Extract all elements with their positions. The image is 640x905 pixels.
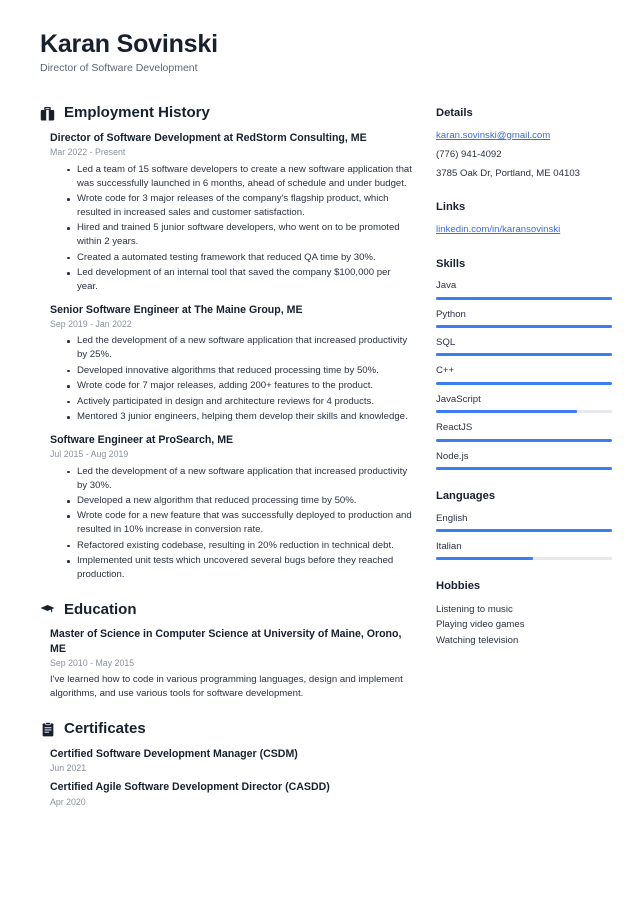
skill-bar-fill: [436, 467, 612, 470]
job-bullets: [50, 163, 414, 294]
list-item: Hired and trained 5 junior software developers, who went on to be promoted within 2 years.: [67, 221, 414, 249]
language-label: Italian: [436, 540, 462, 552]
section-education: [40, 602, 414, 701]
list-item: Mentored 3 junior engineers, helping them develop their skills and knowledge.: [67, 410, 414, 424]
hobby-item: Listening to music: [436, 603, 513, 615]
skill-item: [436, 393, 612, 413]
certificate-entry: [40, 780, 414, 808]
list-item: Wrote code for a new feature that was successfully deployed to production and resulted in 10% increase in conversion rate.: [67, 509, 414, 537]
skill-bar-fill: [436, 382, 612, 385]
employment-heading: [40, 105, 414, 122]
language-bar-track: [436, 557, 612, 560]
job-bullets: [50, 465, 414, 582]
skill-label: C++: [436, 365, 455, 377]
degree-date: Sep 2010 - May 2015: [50, 657, 135, 668]
sidebar-languages: [436, 490, 612, 560]
skill-item: [436, 279, 612, 299]
list-item: Created a automated testing framework that reduced QA time by 30%.: [67, 251, 414, 265]
education-title: Education: [64, 600, 137, 618]
list-item: Led development of an internal tool that saved the company $100,000 per year.: [67, 266, 414, 294]
education-entry: [40, 627, 414, 701]
skills-title: Skills: [436, 257, 466, 270]
skill-item: [436, 450, 612, 470]
job-date: Jul 2015 - Aug 2019: [50, 449, 129, 460]
certificate-title: Certified Software Development Manager (CSDM): [50, 747, 298, 760]
skill-bar-track: [436, 439, 612, 442]
skill-bar-track: [436, 297, 612, 300]
certificate-date: Apr 2020: [50, 796, 86, 807]
phone-text: (776) 941-4092: [436, 148, 502, 160]
job-title: Senior Software Engineer at The Maine Group, ME: [50, 303, 303, 316]
list-item: Actively participated in design and architecture reviews for 4 products.: [67, 395, 414, 409]
job-bullets: [50, 334, 414, 423]
skill-item: [436, 336, 612, 356]
skill-bar-track: [436, 467, 612, 470]
education-heading: [40, 602, 414, 619]
certificate-icon: [40, 721, 55, 737]
skill-label: Node.js: [436, 450, 469, 462]
job-date: Sep 2019 - Jan 2022: [50, 319, 132, 330]
language-bar-fill: [436, 529, 612, 532]
address-text: 3785 Oak Dr, Portland, ME 04103: [436, 167, 580, 179]
skill-item: [436, 421, 612, 441]
language-label: English: [436, 512, 468, 524]
hobby-item: Watching television: [436, 634, 519, 646]
list-item: Led the development of a new software application that increased productivity by 30%.: [67, 465, 414, 493]
skill-item: [436, 308, 612, 328]
degree-title: Master of Science in Computer Science at University of Maine, Orono, ME: [50, 628, 402, 655]
certificate-date: Jun 2021: [50, 763, 87, 774]
certificate-title: Certified Agile Software Development Director (CASDD): [50, 781, 330, 794]
candidate-role: Director of Software Development: [40, 61, 198, 74]
links-title: Links: [436, 201, 466, 214]
graduation-cap-icon: [40, 602, 55, 618]
linkedin-link[interactable]: linkedin.com/in/karansovinski: [436, 223, 561, 235]
list-item: Wrote code for 3 major releases of the company's flagship product, which resulted in increased sales and customer satisfaction.: [67, 192, 414, 220]
sidebar-details: [436, 107, 612, 181]
sidebar-links: [436, 201, 612, 237]
language-bar-fill: [436, 557, 533, 560]
hobby-item: Playing video games: [436, 619, 525, 631]
skill-bar-fill: [436, 297, 612, 300]
skill-bar-fill: [436, 325, 612, 328]
skill-bar-fill: [436, 410, 577, 413]
hobbies-title: Hobbies: [436, 580, 481, 593]
employment-entry: [40, 433, 414, 582]
list-item: Wrote code for 7 major releases, adding 200+ features to the product.: [67, 379, 414, 393]
briefcase-icon: [40, 106, 55, 122]
skill-bar-fill: [436, 353, 612, 356]
skill-label: Java: [436, 280, 457, 292]
employment-entry: [40, 303, 414, 424]
skill-label: Python: [436, 308, 466, 320]
language-item: [436, 540, 612, 560]
sidebar-column: [436, 105, 612, 668]
job-date: Mar 2022 - Present: [50, 147, 126, 158]
resume-body: [40, 105, 612, 828]
skill-label: SQL: [436, 336, 456, 348]
skill-label: JavaScript: [436, 393, 481, 405]
list-item: Developed a new algorithm that reduced processing time by 50%.: [67, 494, 414, 508]
list-item: Developed innovative algorithms that reduced processing time by 50%.: [67, 364, 414, 378]
sidebar-skills: [436, 258, 612, 470]
skill-bar-track: [436, 353, 612, 356]
certificate-entry: [40, 747, 414, 775]
email-link[interactable]: karan.sovinski@gmail.com: [436, 129, 551, 141]
skill-bar-fill: [436, 439, 612, 442]
details-title: Details: [436, 107, 473, 120]
skill-bar-track: [436, 325, 612, 328]
language-item: [436, 512, 612, 532]
certificates-title: Certificates: [64, 720, 146, 738]
language-bar-track: [436, 529, 612, 532]
languages-title: Languages: [436, 490, 496, 503]
list-item: Refactored existing codebase, resulting in 20% reduction in technical debt.: [67, 539, 414, 553]
employment-entry: [40, 131, 414, 294]
skill-label: ReactJS: [436, 422, 473, 434]
section-employment-history: [40, 105, 414, 582]
job-title: Software Engineer at ProSearch, ME: [50, 433, 234, 446]
degree-description: I've learned how to code in various programming languages, design and implement algorithms, and use various tools for software development.: [50, 674, 403, 700]
resume-header: [40, 30, 612, 75]
candidate-name: Karan Sovinski: [40, 30, 218, 58]
list-item: Implemented unit tests which uncovered several bugs before they reached production.: [67, 554, 414, 582]
list-item: Led the development of a new software application that increased productivity by 25%.: [67, 334, 414, 362]
employment-title: Employment History: [64, 104, 210, 122]
main-column: [40, 105, 414, 828]
section-certificates: [40, 721, 414, 808]
skill-bar-track: [436, 410, 612, 413]
sidebar-hobbies: [436, 580, 612, 648]
skill-item: [436, 364, 612, 384]
certificates-heading: [40, 721, 414, 738]
job-title: Director of Software Development at RedStorm Consulting, ME: [50, 131, 367, 144]
skill-bar-track: [436, 382, 612, 385]
list-item: Led a team of 15 software developers to create a new software application that was successfully launched in 6 months, ahead of schedule and under budget.: [67, 163, 414, 191]
